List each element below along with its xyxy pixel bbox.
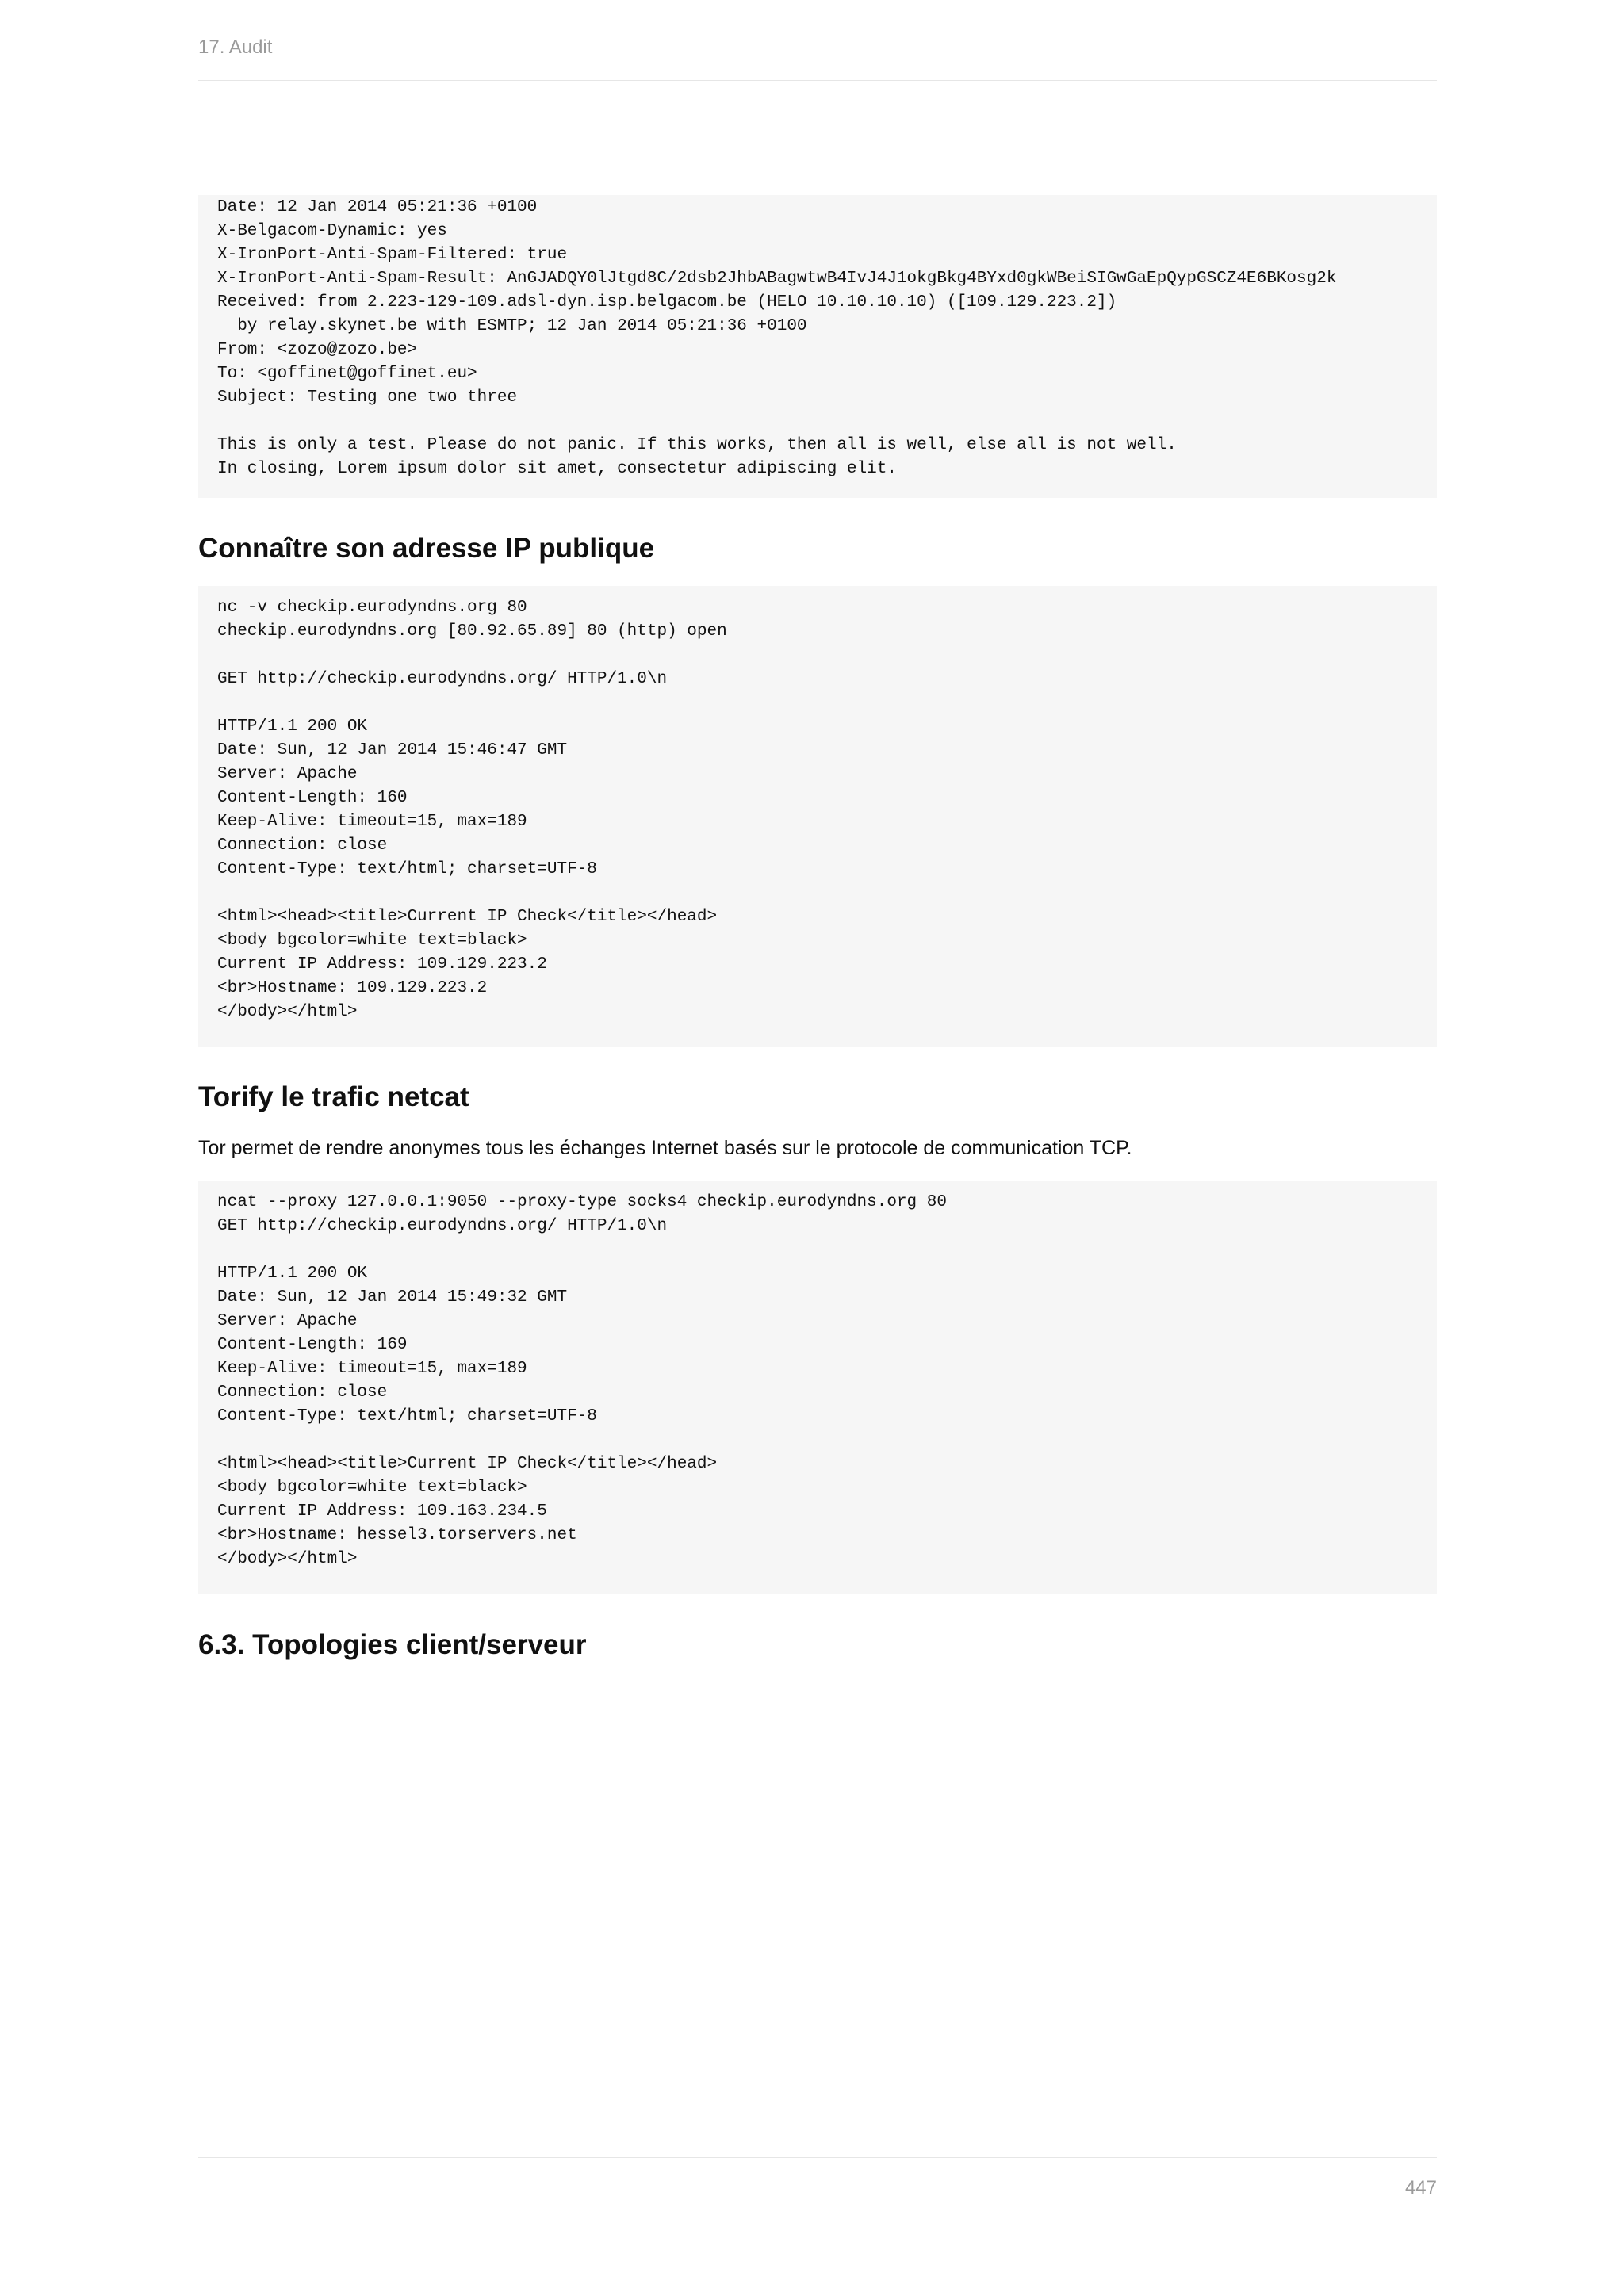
code-line: X-IronPort-Anti-Spam-Filtered: true [217, 246, 568, 264]
code-line [217, 1429, 1418, 1452]
code-line [217, 1238, 1418, 1262]
code-line: Date: Sun, 12 Jan 2014 15:46:47 GMT [217, 741, 568, 760]
code-line: Connection: close [217, 836, 388, 855]
section-heading-torify: Torify le trafic netcat [198, 1081, 469, 1112]
torify-code-block [198, 1181, 1437, 1594]
email-headers-code-block [198, 195, 1437, 498]
document-page [198, 0, 1437, 2296]
running-header: 17. Audit [198, 36, 273, 58]
public-ip-code-block [198, 586, 1437, 1047]
code-line [217, 691, 1418, 715]
code-line [217, 882, 1418, 905]
code-line: Content-Type: text/html; charset=UTF-8 [217, 860, 597, 878]
tor-description-paragraph: Tor permet de rendre anonymes tous les échanges Internet basés sur le protocole de communication TCP. [198, 1137, 1132, 1159]
code-line: GET http://checkip.eurodyndns.org/ HTTP/1.0\n [217, 670, 668, 688]
code-line [217, 644, 1418, 668]
code-line: <br>Hostname: hessel3.torservers.net [217, 1526, 577, 1544]
code-line: <body bgcolor=white text=black> [217, 932, 527, 950]
code-line: Date: 12 Jan 2014 05:21:36 +0100 [217, 198, 538, 216]
code-line: <br>Hostname: 109.129.223.2 [217, 979, 488, 997]
code-line: checkip.eurodyndns.org [80.92.65.89] 80 (http) open [217, 622, 727, 641]
code-line: GET http://checkip.eurodyndns.org/ HTTP/1.0\n [217, 1217, 668, 1235]
code-line: </body></html> [217, 1550, 358, 1568]
code-line: Content-Length: 169 [217, 1336, 408, 1354]
code-line: Server: Apache [217, 765, 358, 783]
code-line [217, 410, 1418, 434]
code-line: To: <goffinet@goffinet.eu> [217, 365, 477, 383]
code-line: Subject: Testing one two three [217, 388, 518, 407]
code-line: This is only a test. Please do not panic. If this works, then all is well, else all is not well. [217, 436, 1177, 454]
code-line: Keep-Alive: timeout=15, max=189 [217, 813, 527, 831]
code-line: X-IronPort-Anti-Spam-Result: AnGJADQY0lJtgd8C/2dsb2JhbABagwtwB4IvJ4J1okgBkg4BYxd0gkWBeiSIGwGaEpQypGSCZ4E6BKosg2k [217, 270, 1337, 288]
code-line: ncat --proxy 127.0.0.1:9050 --proxy-type socks4 checkip.eurodyndns.org 80 [217, 1193, 947, 1211]
code-line: Server: Apache [217, 1312, 358, 1330]
code-line: by relay.skynet.be with ESMTP; 12 Jan 2014 05:21:36 +0100 [217, 317, 807, 335]
code-line: Date: Sun, 12 Jan 2014 15:49:32 GMT [217, 1288, 568, 1307]
code-line: </body></html> [217, 1003, 358, 1021]
code-line: <body bgcolor=white text=black> [217, 1479, 527, 1497]
footer-divider [198, 2157, 1437, 2158]
page-number: 447 [1404, 2177, 1437, 2198]
code-line: Current IP Address: 109.163.234.5 [217, 1502, 547, 1521]
code-line: HTTP/1.1 200 OK [217, 718, 368, 736]
code-line: <html><head><title>Current IP Check</title></head> [217, 908, 718, 926]
code-line: HTTP/1.1 200 OK [217, 1265, 368, 1283]
header-divider [198, 80, 1437, 81]
code-line: In closing, Lorem ipsum dolor sit amet, consectetur adipiscing elit. [217, 460, 897, 478]
code-line: Connection: close [217, 1383, 388, 1402]
code-line: <html><head><title>Current IP Check</title></head> [217, 1455, 718, 1473]
section-heading-topologies: 6.3. Topologies client/serveur [198, 1629, 587, 1660]
code-line: Content-Length: 160 [217, 789, 408, 807]
code-line: Current IP Address: 109.129.223.2 [217, 955, 547, 974]
code-line: Received: from 2.223-129-109.adsl-dyn.isp.belgacom.be (HELO 10.10.10.10) ([109.129.223.2]) [217, 293, 1117, 312]
code-line: Content-Type: text/html; charset=UTF-8 [217, 1407, 597, 1425]
code-line: nc -v checkip.eurodyndns.org 80 [217, 599, 527, 617]
code-line: X-Belgacom-Dynamic: yes [217, 222, 447, 240]
code-line: From: <zozo@zozo.be> [217, 341, 418, 359]
code-line: Keep-Alive: timeout=15, max=189 [217, 1360, 527, 1378]
section-heading-public-ip: Connaître son adresse IP publique [198, 533, 655, 564]
